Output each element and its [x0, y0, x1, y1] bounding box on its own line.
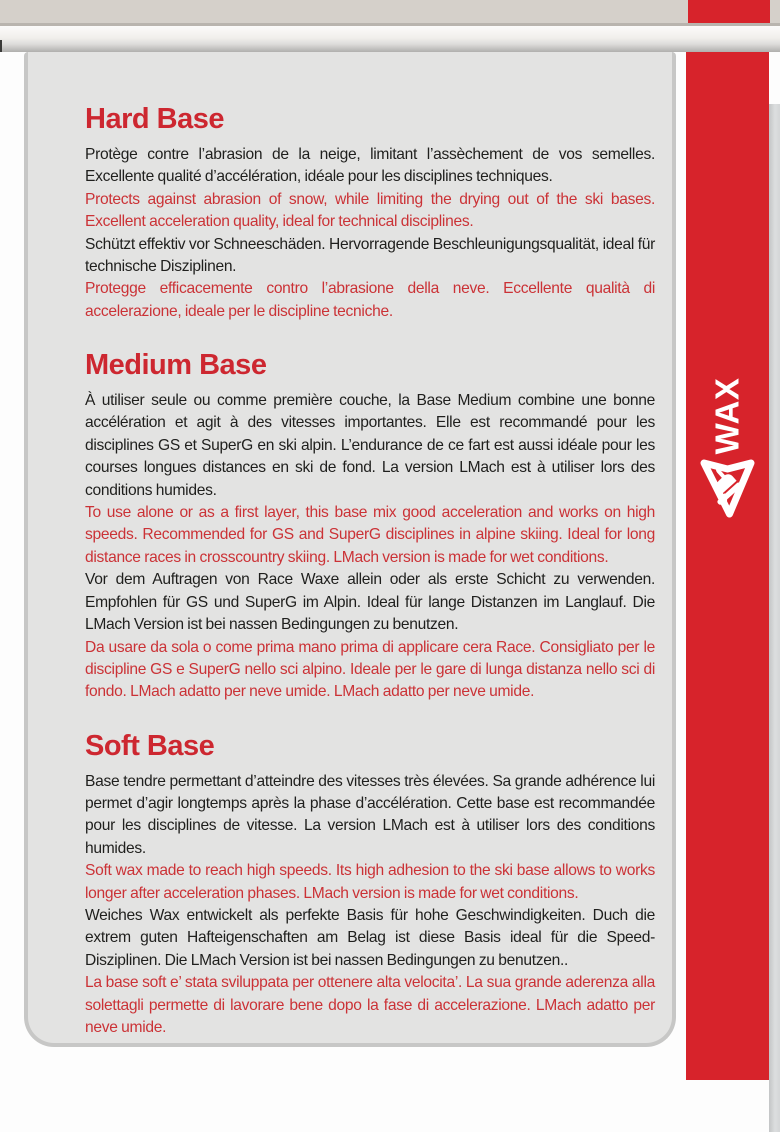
section-title-hard-base: Hard Base: [85, 103, 224, 135]
soft-base-text-italian: La base soft e’ stata sviluppata per ottenere alta velocita’. La sua grande aderenza alla solettagli permette di lavorare bene dopo la fase di accelerazione. LMach adatto per neve umide.: [85, 974, 655, 1037]
section-medium-base: [85, 350, 655, 704]
content-panel: [24, 52, 676, 1047]
hard-base-text-italian: Protegge efficacemente contro l’abrasione della neve. Eccellente qualità di accelerazione, ideale per le discipline tecniche.: [85, 280, 655, 320]
soft-base-text-french: Base tendre permettant d’atteindre des vitesses très élevées. Sa grande adhérence lui permet d’agir longtemps après la phase d’accélération. Cette base est recommandée pour les disciplines de vitesse. La version LMach est à utiliser lors des conditions humides.: [85, 772, 655, 857]
medium-base-text-english: To use alone or as a first layer, this base mix good acceleration and works on high speeds. Recommended for GS and SuperG disciplines in alpine skiing. Ideal for long distance races in crosscountry skiing. LMach version is made for wet conditions.: [85, 504, 655, 566]
medium-base-text-french: À utiliser seule ou comme première couche, la Base Medium combine une bonne accélération et agit à des vitesses importantes. Elle est recommandé pour les disciplines GS et SuperG en ski alpin. L’endurance de ce fart est aussi idéale pour les courses longues distances en ski de fond. La version LMach est à utiliser lors des conditions humides.: [85, 392, 655, 499]
catalog-page: [0, 52, 780, 1080]
medium-base-text-german: Vor dem Auftragen von Race Waxe allein oder als erste Schicht zu verwenden. Empfohlen für GS und SuperG im Alpin. Ideal für lange Distanzen im Langlauf. Die LMach Version ist bei nassen Bedingungen zu benutzen.: [85, 571, 655, 634]
medium-base-text-italian: Da usare da sola o come prima mano prima di applicare cera Race. Consigliato per le discipline GS e SuperG nello sci alpino. Ideale per le gare di lunga distanza nello sci di fondo. LMach adatto per neve umide. LMach adatto per neve umide.: [85, 638, 655, 701]
wax-chapter-tab: [686, 52, 769, 1080]
previous-page-bottom-strip: [0, 0, 780, 26]
hard-base-text-english: Protects against abrasion of snow, while limiting the drying out of the ski bases. Excellent acceleration quality, ideal for technical disciplines.: [85, 190, 655, 231]
section-title-medium-base: Medium Base: [85, 349, 267, 382]
hard-base-text-french: Protège contre l’abrasion de la neige, limitant l’assèchement de vos semelles. Excellente qualité d’accélération, idéale pour les disciplines techniques.: [85, 145, 655, 186]
page-right-edge: [769, 104, 780, 1132]
page-top-edge-shadow: [0, 26, 780, 52]
soft-base-text-english: Soft wax made to reach high speeds. Its high adhesion to the ski base allows to works longer after acceleration phases. LMach version is made for wet conditions.: [85, 862, 655, 902]
soft-base-text-german: Weiches Wax entwickelt als perfekte Basis für hohe Geschwindigkeiten. Duch die extrem guten Hafteigenschaften am Belag ist diese Basis ideal für die Speed-Disziplinen. Die LMach Version ist bei nassen Bedingungen zu benutzen..: [85, 907, 655, 969]
previous-page-red-tab: [688, 0, 770, 26]
section-hard-base: [85, 104, 655, 323]
content-area: [28, 52, 672, 1039]
wax-iron-triangle-icon: [696, 454, 759, 522]
wax-tab-label: WAX: [708, 377, 746, 455]
section-title-soft-base: Soft Base: [85, 729, 215, 762]
hard-base-text-german: Schützt effektiv vor Schneeschäden. Hervorragende Beschleunigungsqualität, ideal für technische Disziplinen.: [85, 235, 655, 275]
section-soft-base: [85, 731, 655, 1040]
